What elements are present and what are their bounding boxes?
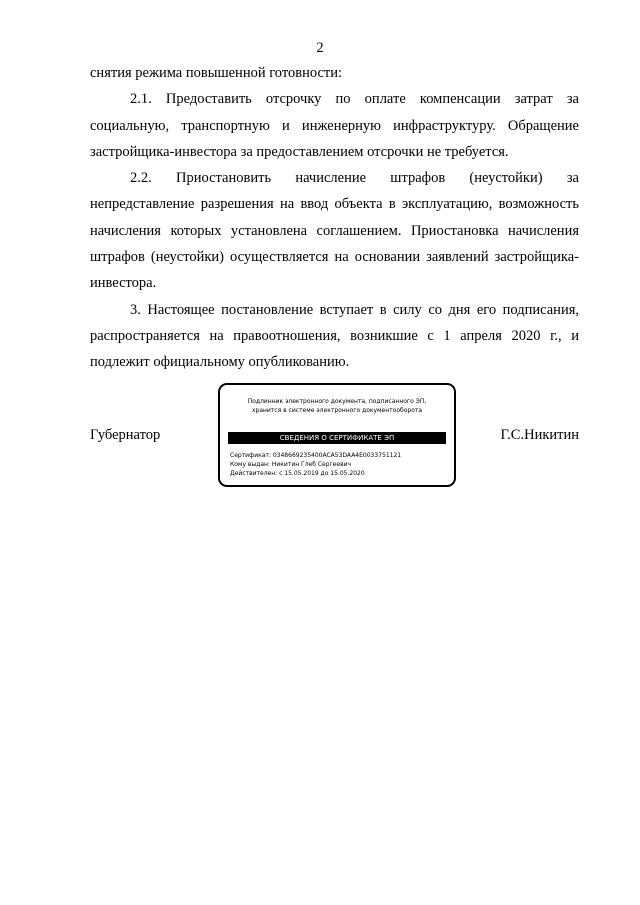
stamp-header xyxy=(226,397,448,415)
stamp-certificate-title: СВЕДЕНИЯ О СЕРТИФИКАТЕ ЭП xyxy=(228,432,446,444)
paragraph-2-2: 2.2. Приостановить начисление штрафов (неустойки) за непредставление разрешения на ввод объекта в эксплуатацию, возможность начисления которых установлена соглашением. Приостановка начисления штрафов (неустойки) осуществляется на основании заявлений застройщика-инвестора. xyxy=(90,170,579,292)
paragraph-continuation: снятия режима повышенной готовности: xyxy=(90,65,343,81)
electronic-signature-stamp xyxy=(218,383,456,487)
signer-name: Г.С.Никитин xyxy=(500,427,579,443)
valid-value: с 15.05.2019 до 15.05.2020 xyxy=(279,470,365,477)
page-number: 2 xyxy=(316,40,324,56)
document-body xyxy=(90,60,579,376)
paragraph-3: 3. Настоящее постановление вступает в силу со дня его подписания, распространяется на правоотношения, возникшие с 1 апреля 2020 г., и подлежит официальному опубликованию. xyxy=(90,301,579,371)
stamp-validity-row xyxy=(230,469,448,478)
issued-to-value: Никитин Глеб Сергеевич xyxy=(271,461,352,468)
valid-label: Действителен: xyxy=(230,470,278,477)
stamp-certificate-row xyxy=(230,451,448,460)
paragraph-2-1: 2.1. Предоставить отсрочку по оплате компенсации затрат за социальную, транспортную и инженерную инфраструктуру. Обращение застройщика-инвестора за предоставлением отсрочки не требуется. xyxy=(90,91,579,160)
signer-position: Губернатор xyxy=(90,427,161,443)
stamp-certificate-details xyxy=(230,451,448,478)
certificate-label: Сертификат: xyxy=(230,452,271,459)
stamp-issued-to-row xyxy=(230,460,448,469)
signature-block xyxy=(90,383,579,491)
issued-to-label: Кому выдан: xyxy=(230,461,270,468)
certificate-value: 0348669235400ACA53DAA4E0033751121 xyxy=(272,452,402,459)
stamp-header-line-1: Подлинник электронного документа, подписанного ЭП, xyxy=(247,398,427,405)
stamp-header-line-2: хранится в системе электронного документооборота xyxy=(251,407,423,414)
